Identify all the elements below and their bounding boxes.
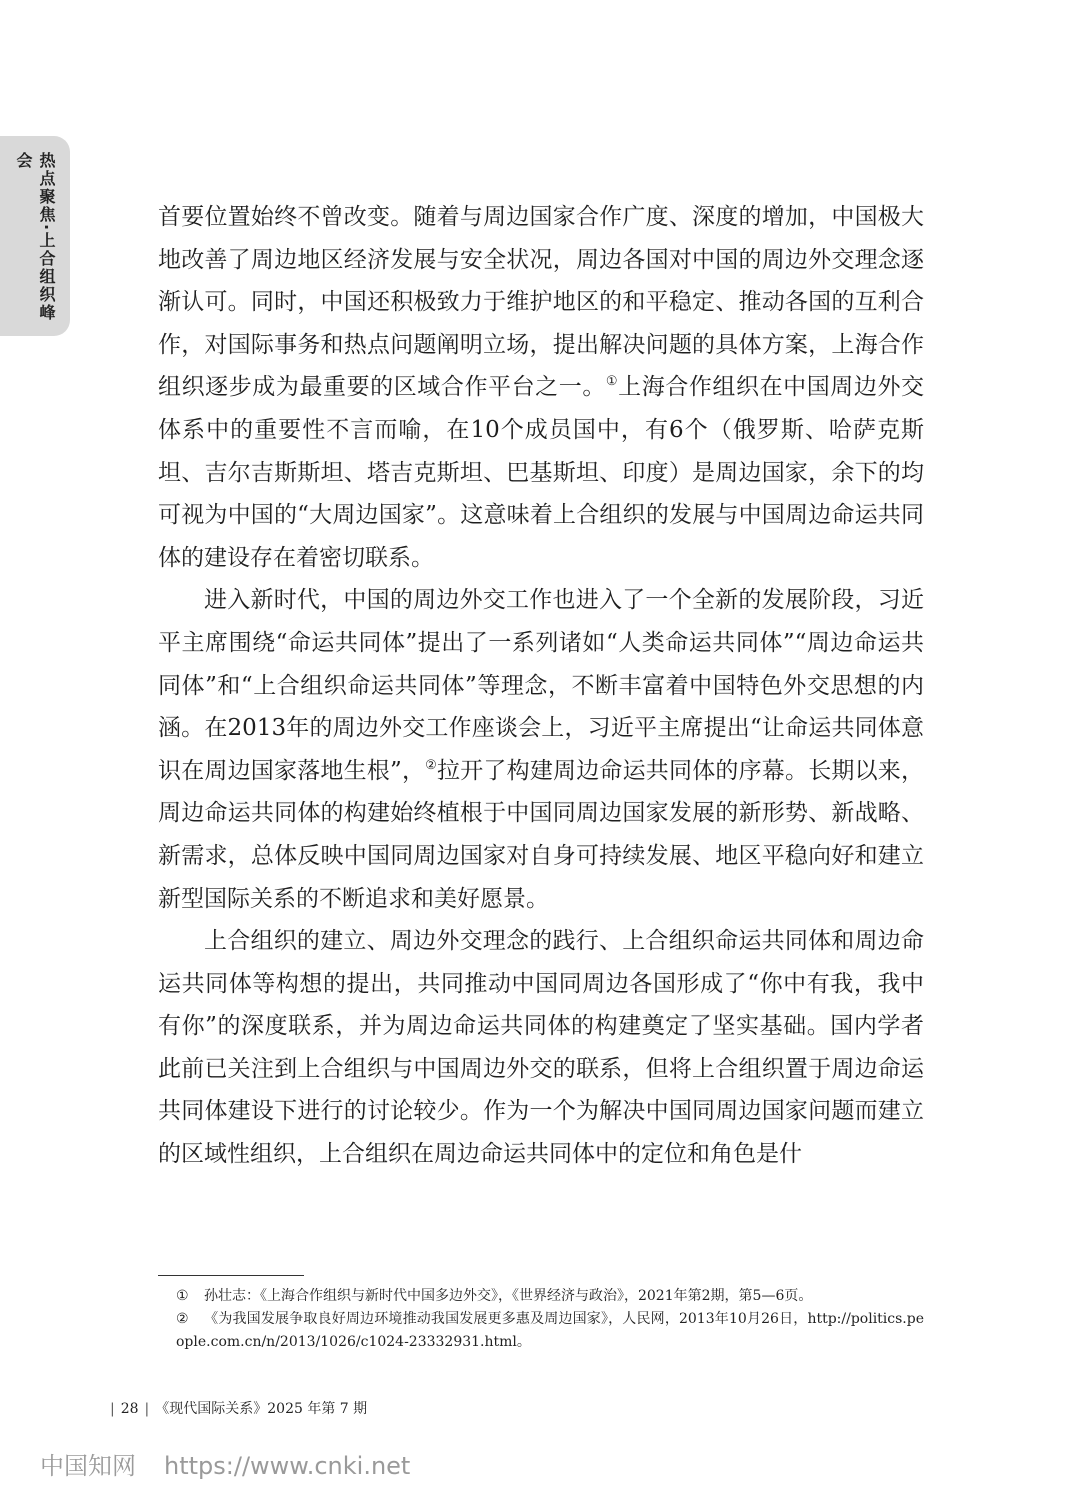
footnote-2: [158, 1308, 924, 1354]
paragraph-1-text-b: 上海合作组织在中国周边外交体系中的重要性不言而喻，在10个成员国中，有6个（俄罗斯、哈萨克斯坦、吉尔吉斯斯坦、塔吉克斯坦、巴基斯坦、印度）是周边国家，余下的均可视为中国的“大周边国家”。这意味着上合组织的发展与中国周边命运共同体的建设存在着密切联系。: [158, 374, 925, 571]
footnote-ref-1[interactable]: ①: [605, 374, 619, 390]
section-side-tab: [0, 136, 70, 336]
paragraph-2-text-a: 进入新时代，中国的周边外交工作也进入了一个全新的发展阶段，习近平主席围绕“命运共同体”提出了一系列诸如“人类命运共同体”“周边命运共同体”和“上合组织命运共同体”等理念，不断丰富着中国特色外交思想的内涵。在2013年的周边外交工作座谈会上，习近平主席提出“让命运共同体意识在周边国家落地生根”，: [158, 587, 924, 784]
cnki-watermark: [40, 1446, 410, 1481]
paragraph-1: [158, 196, 924, 579]
article-body: [158, 196, 924, 1176]
paragraph-3: 上合组织的建立、周边外交理念的践行、上合组织命运共同体和周边命运共同体等构想的提出，共同推动中国同周边各国形成了“你中有我，我中有你”的深度联系，并为周边命运共同体的构建奠定了坚实基础。国内学者此前已关注到上合组织与中国周边外交的联系，但将上合组织置于周边命运共同体建设下进行的讨论较少。作为一个为解决中国同周边国家问题而建立的区域性组织，上合组织在周边命运共同体中的定位和角色是什: [158, 928, 924, 1168]
footnote-ref-2[interactable]: ②: [425, 757, 438, 773]
footnote-2-text: 《为我国发展争取良好周边环境推动我国发展更多惠及周边国家》，人民网，2013年10月26日，http://politics.people.com.cn/n/2013/1026/c1024-23332931.html。: [176, 1311, 924, 1350]
footnote-1: [158, 1285, 924, 1308]
footnote-1-marker: ①: [176, 1288, 189, 1304]
paragraph-1-text-a: 首要位置始终不曾改变。随着与周边国家合作广度、深度的增加，中国极大地改善了周边地区经济发展与安全状况，周边各国对中国的周边外交理念逐渐认可。同时，中国还积极致力于维护地区的和平稳定、推动各国的互利合作，对国际事务和热点问题阐明立场，提出解决问题的具体方案，上海合作组织逐步成为最重要的区域合作平台之一。: [158, 204, 924, 401]
page-number: 28: [120, 1401, 139, 1417]
paragraph-2: [158, 579, 924, 920]
footnote-divider: [158, 1275, 304, 1276]
page-footer: [104, 1398, 367, 1418]
paragraph-2-text-b: 拉开了构建周边命运共同体的序幕。长期以来，周边命运共同体的构建始终植根于中国同周边国家发展的新形势、新战略、新需求，总体反映中国同周边国家对自身可持续发展、地区平稳向好和建立新型国际关系的不断追求和美好愿景。: [158, 757, 925, 912]
footer-divider-right: |: [144, 1401, 150, 1417]
footer-divider-left: |: [110, 1401, 115, 1417]
footnotes: [158, 1285, 924, 1354]
journal-issue: 《现代国际关系》2025 年第 7 期: [155, 1401, 368, 1417]
footnote-1-text: 孙壮志：《上海合作组织与新时代中国多边外交》，《世界经济与政治》，2021年第2期，第5—6页。: [204, 1288, 813, 1304]
watermark-url[interactable]: https://www.cnki.net: [164, 1452, 411, 1480]
section-tab-label: 热点聚焦·上合组织峰会: [14, 152, 56, 323]
watermark-site-name: 中国知网: [40, 1452, 136, 1480]
footnote-2-marker: ②: [176, 1311, 189, 1327]
